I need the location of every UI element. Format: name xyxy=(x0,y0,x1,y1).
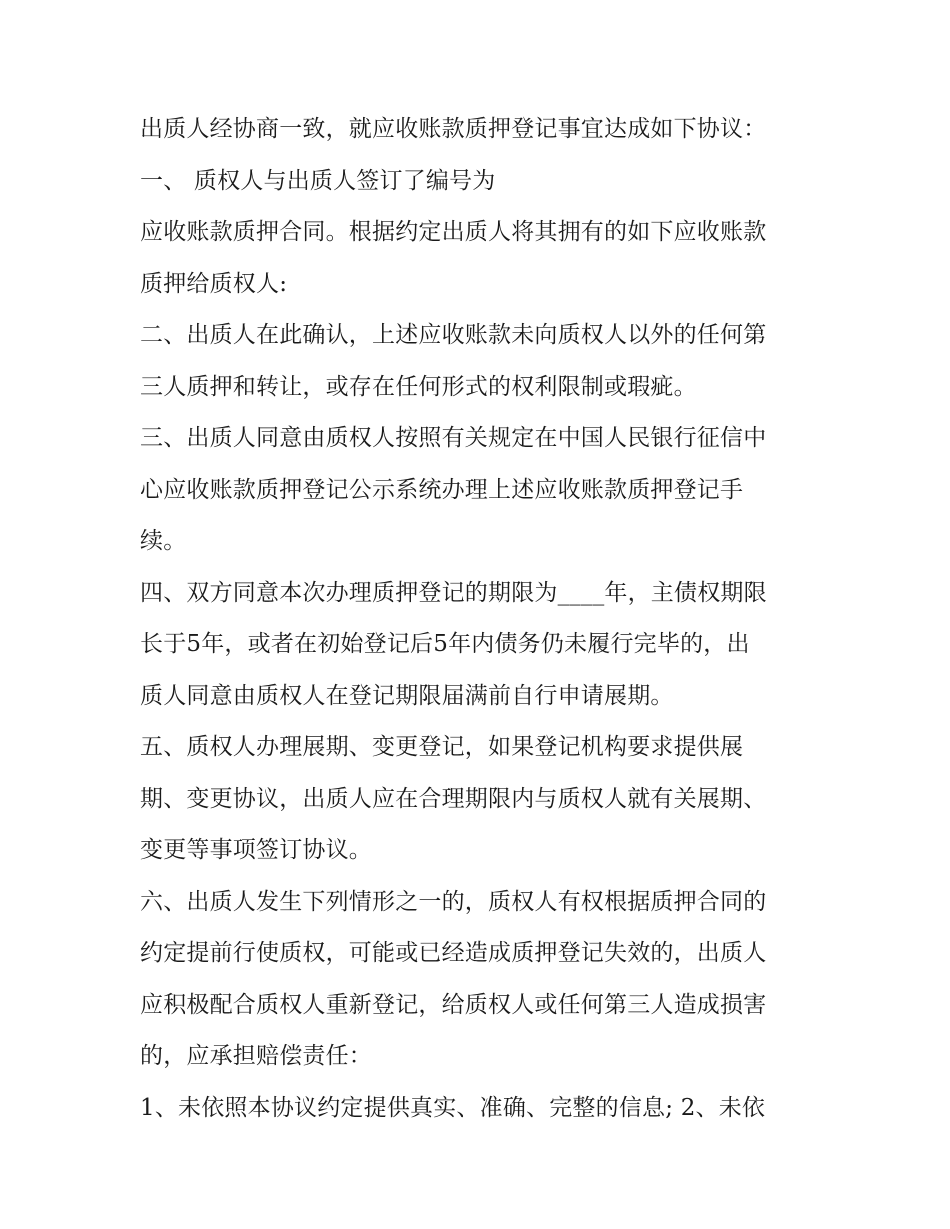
text-line: 二、出质人在此确认，上述应收账款未向质权人以外的任何第 xyxy=(140,322,767,348)
text-line: 期、变更协议，出质人应在合理期限内与质权人就有关展期、 xyxy=(140,785,767,812)
text-line: 长于5年，或者在初始登记后5年内债务仍未履行完毕的，出 xyxy=(140,631,750,657)
text-line: 三、出质人同意由质权人按照有关规定在中国人民银行征信中 xyxy=(140,425,767,451)
text-line: 一、 质权人与出质人签订了编号为 xyxy=(140,167,496,194)
text-line: 质押给质权人: xyxy=(140,270,288,297)
text-line: 约定提前行使质权，可能或已经造成质押登记失效的，出质人 xyxy=(140,940,767,966)
text-line: 应收账款质押合同。根据约定出质人将其拥有的如下应收账款 xyxy=(140,219,767,245)
text-line: 续。 xyxy=(140,528,187,554)
text-line: 四、双方同意本次办理质押登记的期限为____年，主债权期限 xyxy=(140,579,767,606)
text-line: 五、质权人办理展期、变更登记，如果登记机构要求提供展 xyxy=(140,734,744,760)
document-body xyxy=(140,104,830,1134)
text-line: 1、未依照本协议约定提供真实、准确、完整的信息; 2、未依 xyxy=(140,1094,766,1121)
text-line: 三人质押和转让，或存在任何形式的权利限制或瑕疵。 xyxy=(140,373,697,400)
text-line: 六、出质人发生下列情形之一的，质权人有权根据质押合同的 xyxy=(140,888,767,915)
text-line: 应积极配合质权人重新登记，给质权人或任何第三人造成损害 xyxy=(140,991,767,1018)
text-line: 心应收账款质押登记公示系统办理上述应收账款质押登记手 xyxy=(140,476,744,503)
text-line: 的，应承担赔偿责任： xyxy=(140,1043,372,1069)
text-line: 出质人经协商一致，就应收账款质押登记事宜达成如下协议： xyxy=(140,116,767,142)
text-line: 变更等事项签订协议。 xyxy=(140,837,372,863)
text-line: 质人同意由质权人在登记期限届满前自行申请展期。 xyxy=(140,682,674,709)
